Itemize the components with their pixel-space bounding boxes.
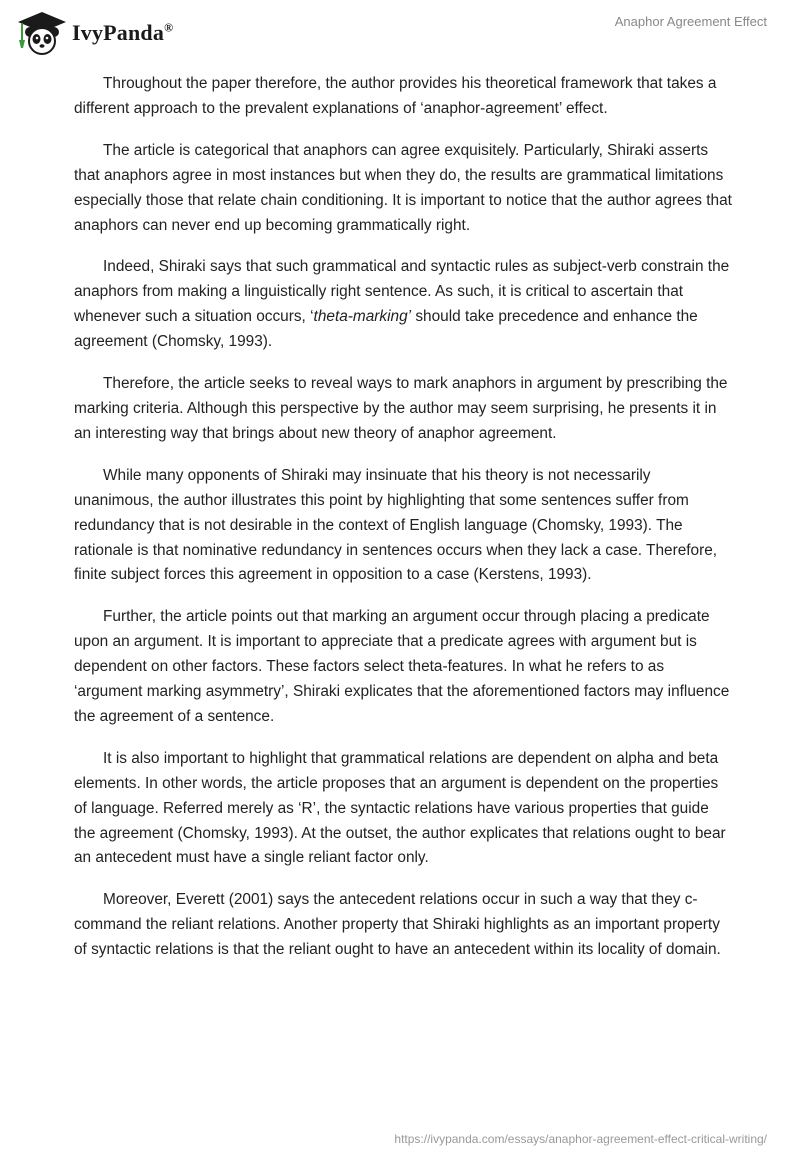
paragraph-5: While many opponents of Shiraki may insinuate that his theory is not necessarily unanimous, the author illustrates this point by highlighting that some sentences suffer from redundancy that is not desirable in the context of English language (Chomsky, 1993). The rationale is that nominative redundancy in sentences occurs when they lack a case. Therefore, finite subject forces this agreement in opposition to a case (Kerstens, 1993). [74,466,718,584]
paragraph-3-text-start: Indeed, Shiraki says that such grammatical and syntactic rules as subject-verb constrain the anaphors from making a linguistically right sentence. As such, it is critical to ascertain that whenever such a situation occurs, ‘ [74,258,730,326]
source-url-link[interactable]: https://ivypanda.com/essays/anaphor-agreement-effect-critical-writing/ [394,1132,767,1146]
panda-graduate-icon [12,8,70,58]
paragraph-1: Throughout the paper therefore, the author provides his theoretical framework that takes a different approach to the prevalent explanations of ‘anaphor-agreement’ effect. [74,75,717,117]
document-title: Anaphor Agreement Effect [614,14,767,29]
paragraph-7: It is also important to highlight that grammatical relations are dependent on alpha and beta elements. In other words, the article proposes that an argument is dependent on the properties of language. Referred merely as ‘R’, the syntactic relations have various properties that guide the agreement (Chomsky, 1993). At the outset, the author explicates that relations ought to bear an antecedent must have a single reliant factor only. [74,749,726,867]
paragraph-3 [74,255,734,355]
paragraph-4: Therefore, the article seeks to reveal ways to mark anaphors in argument by prescribing the marking criteria. Although this perspective by the author may seem surprising, he presents it in an interesting way that brings about new theory of anaphor agreement. [74,375,728,442]
site-logo[interactable] [12,8,173,58]
brand-name: IvyPanda® [72,20,174,45]
theta-marking-term: theta-marking’ [313,308,412,326]
essay-body [74,72,734,980]
paragraph-6: Further, the article points out that marking an argument occur through placing a predicate upon an argument. It is important to appreciate that a predicate agrees with argument but is dependent on other factors. These factors select theta-features. In what he refers to as ‘argument marking asymmetry’, Shiraki explicates that the aforementioned factors may influence the agreement of a sentence. [74,608,730,725]
paragraph-8: Moreover, Everett (2001) says the antecedent relations occur in such a way that they c-command the reliant relations. Another property that Shiraki highlights as an important property of syntactic relations is that the reliant ought to have an antecedent within its locality of domain. [74,891,721,959]
paragraph-2: The article is categorical that anaphors can agree exquisitely. Particularly, Shiraki asserts that anaphors agree in most instances but when they do, the results are grammatical limitations especially those that relate chain conditioning. It is important to notice that the author agrees that anaphors can never end up becoming grammatically right. [74,141,732,234]
paragraph-3-text-end: should take precedence and enhance the agreement (Chomsky, 1993). [74,308,698,351]
